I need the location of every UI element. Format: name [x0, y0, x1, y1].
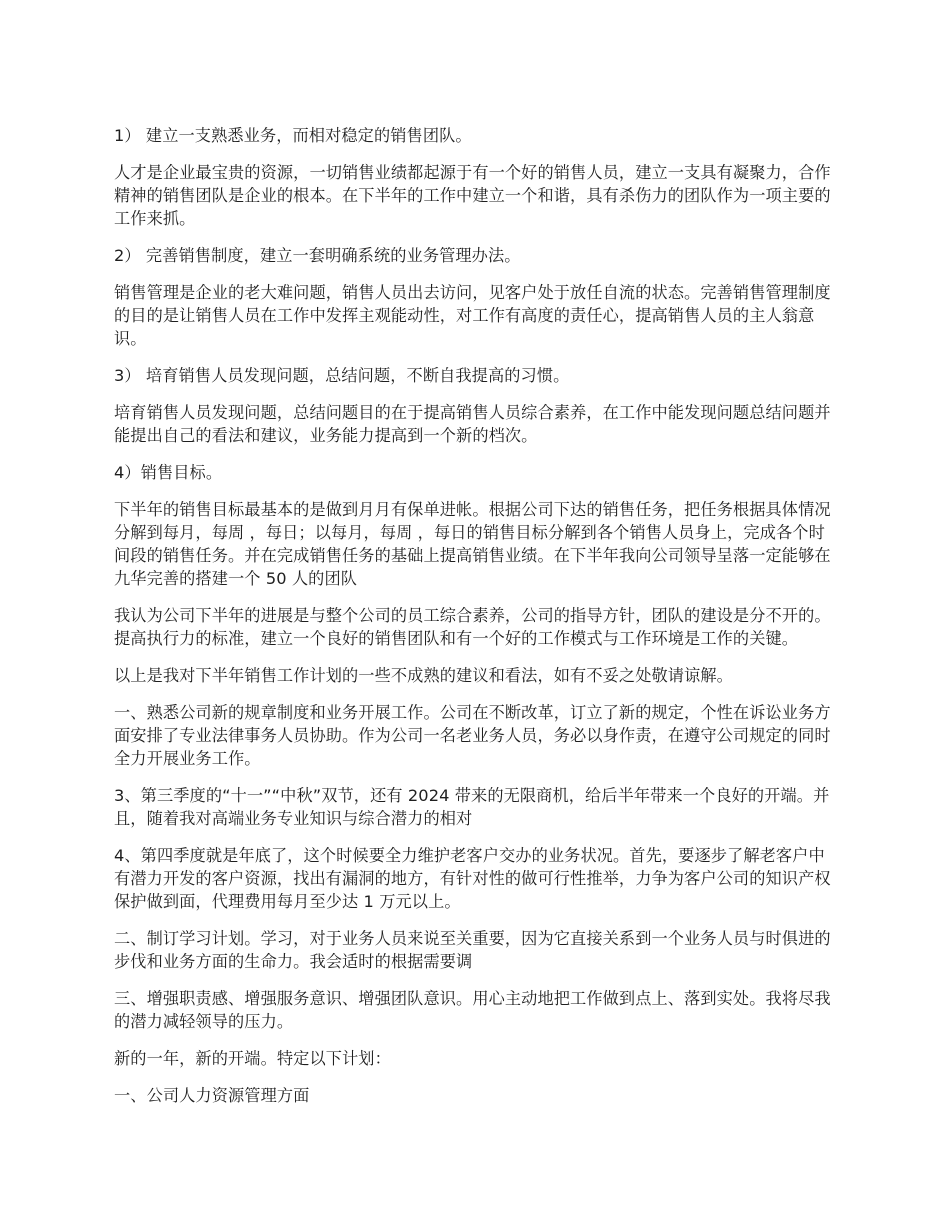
paragraph-progress: 我认为公司下半年的进展是与整个公司的员工综合素养，公司的指导方针，团队的建设是分不开的。提高执行力的标准，建立一个良好的销售团队和有一个好的工作模式与工作环境是工作的关键。 — [114, 606, 831, 648]
paragraph-summary: 以上是我对下半年销售工作计划的一些不成熟的建议和看法，如有不妥之处敬请谅解。 — [114, 666, 733, 685]
paragraph-study-plan: 二、制订学习计划。学习，对于业务人员来说至关重要，因为它直接关系到一个业务人员与时俱进的步伐和业务方面的生命力。我会适时的根据需要调 — [114, 929, 831, 971]
paragraph-target-heading: 4）销售目标。 — [114, 463, 223, 482]
paragraph-habit-heading: 3） 培育销售人员发现问题，总结问题，不断自我提高的习惯。 — [114, 366, 570, 385]
paragraph-system-body: 销售管理是企业的老大难问题，销售人员出去访问，见客户处于放任自流的状态。完善销售管理制度的目的是让销售人员在工作中发挥主观能动性，对工作有高度的责任心，提高销售人员的主人翁意识。 — [114, 283, 831, 348]
paragraph-habit-body: 培育销售人员发现问题，总结问题目的在于提高销售人员综合素养，在工作中能发现问题总结问题并能提出自己的看法和建议，业务能力提高到一个新的档次。 — [114, 403, 831, 445]
paragraph-responsibility: 三、增强职责感、增强服务意识、增强团队意识。用心主动地把工作做到点上、落到实处。我将尽我的潜力减轻领导的压力。 — [114, 989, 831, 1031]
paragraph-new-year: 新的一年，新的开端。特定以下计划： — [114, 1049, 391, 1068]
paragraph-hr-heading: 一、公司人力资源管理方面 — [114, 1086, 310, 1105]
paragraph-q3: 3、第三季度的“十一”“中秋”双节，还有 2024 带来的无限商机，给后半年带来一个良好的开端。并且，随着我对高端业务专业知识与综合潜力的相对 — [114, 786, 830, 828]
paragraph-system-heading: 2） 完善销售制度，建立一套明确系统的业务管理办法。 — [114, 246, 521, 265]
paragraph-rules: 一、熟悉公司新的规章制度和业务开展工作。公司在不断改革，订立了新的规定，个性在诉讼业务方面安排了专业法律事务人员协助。作为公司一名老业务人员，务必以身作责，在遵守公司规定的同时全力开展业务工作。 — [114, 703, 831, 768]
paragraph-q4: 4、第四季度就是年底了，这个时候要全力维护老客户交办的业务状况。首先，要逐步了解老客户中有潜力开发的客户资源，找出有漏洞的地方，有针对性的做可行性推举，力争为客户公司的知识产权保护做到面，代理费用每月至少达 1 万元以上。 — [114, 846, 831, 911]
paragraph-target-body: 下半年的销售目标最基本的是做到月月有保单进帐。根据公司下达的销售任务，把任务根据具体情况分解到每月，每周 ，每日；以每月，每周 ，每日的销售目标分解到各个销售人员身上，完成各个时间段的销售任务。并在完成销售任务的基础上提高销售业绩。在下半年我向公司领导呈落一定能够在九华完善的搭建一个 50 人的团队 — [114, 500, 831, 588]
paragraph-team-heading: 1） 建立一支熟悉业务，而相对稳定的销售团队。 — [114, 126, 472, 145]
paragraph-team-body: 人才是企业最宝贵的资源，一切销售业绩都起源于有一个好的销售人员，建立一支具有凝聚力，合作精神的销售团队是企业的根本。在下半年的工作中建立一个和谐，具有杀伤力的团队作为一项主要的工作来抓。 — [114, 163, 831, 228]
